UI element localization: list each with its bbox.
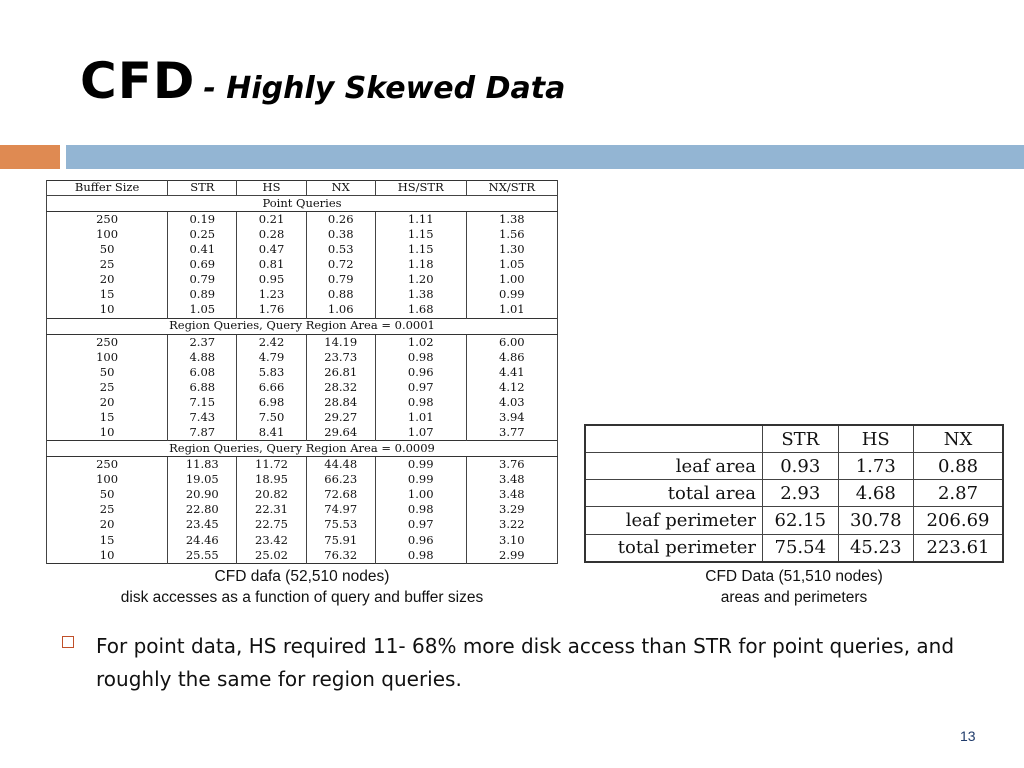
table-cell: 0.98: [375, 350, 466, 365]
table-cell: 14.19: [306, 334, 375, 350]
table-row: [47, 518, 558, 533]
caption-left: [46, 566, 558, 608]
table-cell: 0.28: [237, 227, 306, 242]
table-cell: 1.01: [375, 410, 466, 425]
table-cell: 62.15: [763, 507, 838, 534]
table-cell: 25.55: [168, 548, 237, 564]
table-cell: 0.89: [168, 287, 237, 302]
table-cell: 8.41: [237, 425, 306, 441]
table-cell: 25: [47, 503, 168, 518]
row-label: leaf perimeter: [585, 507, 763, 534]
table-cell: 1.56: [466, 227, 557, 242]
table-cell: 3.48: [466, 488, 557, 503]
table-cell: 0.99: [375, 457, 466, 473]
table-cell: 28.32: [306, 380, 375, 395]
table-cell: 100: [47, 227, 168, 242]
table-cell: 3.22: [466, 518, 557, 533]
table-cell: 3.76: [466, 457, 557, 473]
section-title: Region Queries, Query Region Area = 0.0009: [47, 441, 558, 457]
table-cell: 0.95: [237, 272, 306, 287]
table-row: [585, 534, 1003, 562]
table-cell: 75.53: [306, 518, 375, 533]
table-cell: 10: [47, 303, 168, 319]
table-cell: 1.23: [237, 287, 306, 302]
table-cell: 1.11: [375, 212, 466, 228]
section-title: Region Queries, Query Region Area = 0.0001: [47, 318, 558, 334]
caption-right: [584, 566, 1004, 608]
table-cell: 6.66: [237, 380, 306, 395]
table-cell: 4.79: [237, 350, 306, 365]
table-cell: 0.26: [306, 212, 375, 228]
table-cell: 1.02: [375, 334, 466, 350]
table-cell: 0.88: [306, 287, 375, 302]
table-cell: 23.73: [306, 350, 375, 365]
table-cell: 2.42: [237, 334, 306, 350]
table-cell: 75.54: [763, 534, 838, 562]
table-cell: 25.02: [237, 548, 306, 564]
table-cell: 29.27: [306, 410, 375, 425]
disk-access-table: [46, 180, 558, 564]
table-row: [47, 365, 558, 380]
table-cell: 3.94: [466, 410, 557, 425]
table-cell: 1.68: [375, 303, 466, 319]
table-row: [585, 453, 1003, 480]
table-cell: 20.90: [168, 488, 237, 503]
column-header: NX/STR: [466, 181, 557, 196]
table-cell: 4.12: [466, 380, 557, 395]
table-cell: 11.83: [168, 457, 237, 473]
table-row: [47, 287, 558, 302]
table-cell: 0.96: [375, 365, 466, 380]
table-row: [47, 457, 558, 473]
table-cell: 23.45: [168, 518, 237, 533]
column-header: Buffer Size: [47, 181, 168, 196]
table-cell: 15: [47, 533, 168, 548]
table-cell: 7.15: [168, 395, 237, 410]
bullet-text: For point data, HS required 11- 68% more disk access than STR for point queries, and roughly the same for region queries.: [96, 634, 955, 691]
page-number: 13: [960, 728, 976, 744]
caption-left-line1: CFD dafa (52,510 nodes): [214, 568, 390, 585]
table-row: [47, 395, 558, 410]
table-row: [47, 242, 558, 257]
row-label: total area: [585, 480, 763, 507]
table-cell: 22.75: [237, 518, 306, 533]
area-perimeter-table: [584, 424, 1004, 563]
table-cell: 1.00: [466, 272, 557, 287]
table-cell: 24.46: [168, 533, 237, 548]
table-cell: 4.88: [168, 350, 237, 365]
table-cell: 2.99: [466, 548, 557, 564]
table-cell: 30.78: [838, 507, 913, 534]
table-cell: 0.97: [375, 380, 466, 395]
table-cell: 0.81: [237, 257, 306, 272]
table-cell: 3.10: [466, 533, 557, 548]
table-cell: 76.32: [306, 548, 375, 564]
caption-left-line2: disk accesses as a function of query and buffer sizes: [120, 589, 484, 606]
table-cell: 0.25: [168, 227, 237, 242]
table-cell: 1.01: [466, 303, 557, 319]
column-header: HS/STR: [375, 181, 466, 196]
table-cell: 5.83: [237, 365, 306, 380]
table-cell: 0.19: [168, 212, 237, 228]
area-perimeter-table-header: [585, 425, 1003, 453]
table-cell: 74.97: [306, 503, 375, 518]
table-cell: 20: [47, 395, 168, 410]
table-cell: 6.88: [168, 380, 237, 395]
table-cell: 72.68: [306, 488, 375, 503]
table-cell: 250: [47, 334, 168, 350]
table-cell: 0.99: [466, 287, 557, 302]
table-row: [47, 548, 558, 564]
table-cell: 0.99: [375, 472, 466, 487]
table-cell: 0.93: [763, 453, 838, 480]
table-row: [47, 533, 558, 548]
table-cell: 22.31: [237, 503, 306, 518]
table-row: [47, 350, 558, 365]
disk-access-table-body: [47, 196, 558, 564]
table-cell: 3.29: [466, 503, 557, 518]
table-cell: 1.05: [466, 257, 557, 272]
table-cell: 19.05: [168, 472, 237, 487]
table-row: [47, 488, 558, 503]
table-cell: 1.38: [466, 212, 557, 228]
table-cell: 1.20: [375, 272, 466, 287]
caption-right-line1: CFD Data (51,510 nodes): [705, 568, 883, 585]
table-cell: 0.69: [168, 257, 237, 272]
table-cell: 29.64: [306, 425, 375, 441]
table-cell: 0.79: [168, 272, 237, 287]
table-cell: 3.77: [466, 425, 557, 441]
table-cell: 22.80: [168, 503, 237, 518]
table-cell: 1.00: [375, 488, 466, 503]
table-cell: 1.73: [838, 453, 913, 480]
table-cell: 50: [47, 242, 168, 257]
table-row: [47, 257, 558, 272]
column-header: STR: [763, 425, 838, 453]
table-row: [47, 272, 558, 287]
slide-title-subtitle: - Highly Skewed Data: [203, 71, 566, 106]
table-cell: 25: [47, 257, 168, 272]
table-cell: 2.37: [168, 334, 237, 350]
table-cell: 23.42: [237, 533, 306, 548]
table-cell: 0.53: [306, 242, 375, 257]
header-row: [47, 181, 558, 196]
table-cell: 7.50: [237, 410, 306, 425]
section-title: Point Queries: [47, 196, 558, 212]
table-cell: 6.00: [466, 334, 557, 350]
table-cell: 50: [47, 488, 168, 503]
table-cell: 2.87: [914, 480, 1004, 507]
table-cell: 3.48: [466, 472, 557, 487]
section-header-row: [47, 441, 558, 457]
table-cell: 0.97: [375, 518, 466, 533]
slide-title: [80, 52, 565, 116]
table-cell: 50: [47, 365, 168, 380]
accent-bar-blue: [66, 145, 1024, 169]
table-cell: 20.82: [237, 488, 306, 503]
table-cell: 4.03: [466, 395, 557, 410]
table-cell: 0.79: [306, 272, 375, 287]
table-cell: 0.98: [375, 548, 466, 564]
column-header: NX: [306, 181, 375, 196]
table-cell: 0.96: [375, 533, 466, 548]
table-cell: 2.93: [763, 480, 838, 507]
table-cell: 100: [47, 350, 168, 365]
table-cell: 20: [47, 518, 168, 533]
table-cell: 1.18: [375, 257, 466, 272]
table-cell: 206.69: [914, 507, 1004, 534]
table-cell: 6.08: [168, 365, 237, 380]
slide-title-main: CFD: [80, 52, 196, 110]
table-cell: 0.88: [914, 453, 1004, 480]
table-cell: 10: [47, 425, 168, 441]
table-cell: 26.81: [306, 365, 375, 380]
table-cell: 1.30: [466, 242, 557, 257]
table-cell: 28.84: [306, 395, 375, 410]
table-row: [47, 410, 558, 425]
table-cell: 25: [47, 380, 168, 395]
column-header: HS: [838, 425, 913, 453]
table-cell: 1.76: [237, 303, 306, 319]
table-cell: 0.47: [237, 242, 306, 257]
table-cell: 223.61: [914, 534, 1004, 562]
table-cell: 1.38: [375, 287, 466, 302]
table-cell: 1.15: [375, 227, 466, 242]
table-cell: 0.98: [375, 503, 466, 518]
table-cell: 66.23: [306, 472, 375, 487]
table-row: [47, 472, 558, 487]
table-cell: 0.72: [306, 257, 375, 272]
table-row: [47, 303, 558, 319]
section-header-row: [47, 196, 558, 212]
table-cell: 15: [47, 410, 168, 425]
table-cell: 44.48: [306, 457, 375, 473]
table-cell: 0.38: [306, 227, 375, 242]
table-cell: 6.98: [237, 395, 306, 410]
table-row: [47, 227, 558, 242]
table-cell: 4.41: [466, 365, 557, 380]
table-cell: 75.91: [306, 533, 375, 548]
accent-bar-orange: [0, 145, 60, 169]
table-cell: 0.98: [375, 395, 466, 410]
table-cell: 18.95: [237, 472, 306, 487]
table-cell: 0.41: [168, 242, 237, 257]
table-cell: 20: [47, 272, 168, 287]
table-row: [47, 425, 558, 441]
table-cell: 45.23: [838, 534, 913, 562]
disk-access-table-header: [47, 181, 558, 196]
table-cell: 100: [47, 472, 168, 487]
table-cell: 11.72: [237, 457, 306, 473]
table-row: [47, 503, 558, 518]
table-cell: 7.87: [168, 425, 237, 441]
table-row: [47, 380, 558, 395]
table-cell: 1.07: [375, 425, 466, 441]
area-perimeter-table-body: [585, 453, 1003, 563]
table-cell: 10: [47, 548, 168, 564]
table-cell: 7.43: [168, 410, 237, 425]
table-cell: 250: [47, 212, 168, 228]
table-cell: 1.05: [168, 303, 237, 319]
table-cell: 250: [47, 457, 168, 473]
table-row: [47, 334, 558, 350]
column-header: HS: [237, 181, 306, 196]
table-cell: 0.21: [237, 212, 306, 228]
row-label: total perimeter: [585, 534, 763, 562]
column-header: STR: [168, 181, 237, 196]
table-cell: 4.86: [466, 350, 557, 365]
table-row: [585, 480, 1003, 507]
table-row: [585, 507, 1003, 534]
table-cell: 1.06: [306, 303, 375, 319]
header-row: [585, 425, 1003, 453]
caption-right-line2: areas and perimeters: [720, 589, 868, 606]
column-header: NX: [914, 425, 1004, 453]
section-header-row: [47, 318, 558, 334]
table-row: [47, 212, 558, 228]
table-cell: 15: [47, 287, 168, 302]
table-cell: 4.68: [838, 480, 913, 507]
row-label: leaf area: [585, 453, 763, 480]
table-cell: 1.15: [375, 242, 466, 257]
bullet-square-icon: [62, 636, 74, 648]
column-header: [585, 425, 763, 453]
